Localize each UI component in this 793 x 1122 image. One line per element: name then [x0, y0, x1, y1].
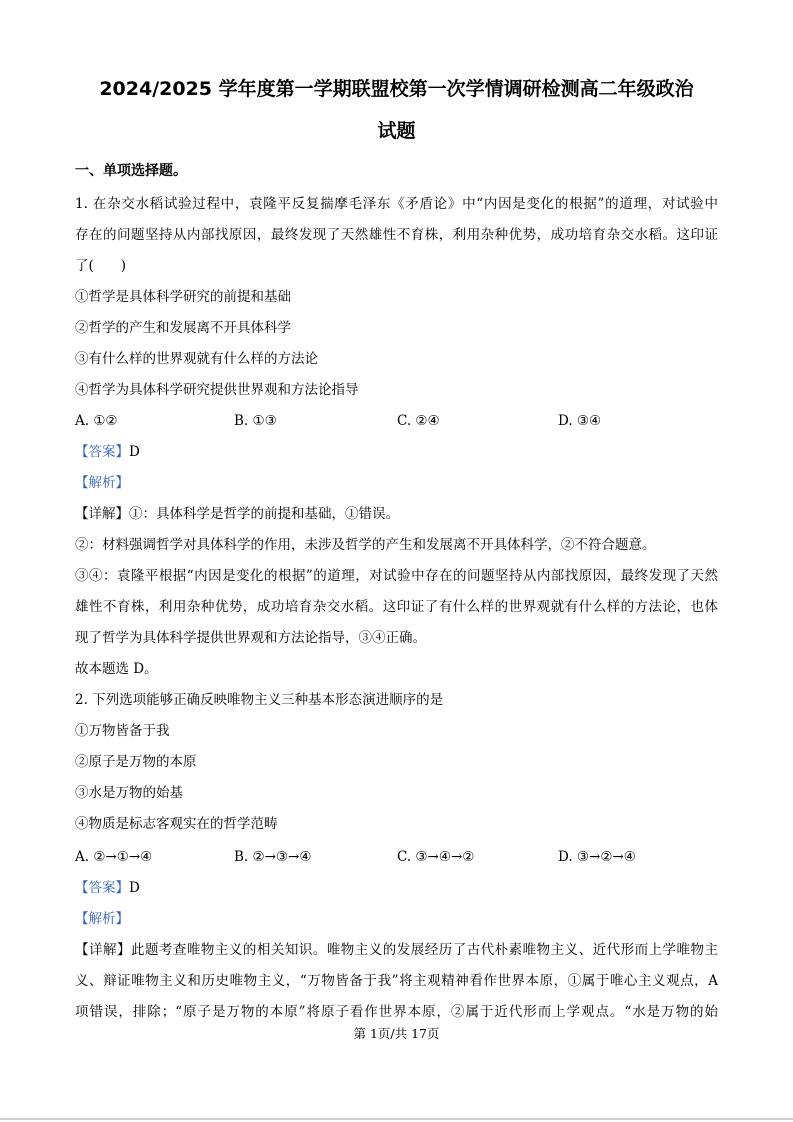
- q2-answer: [75, 878, 140, 898]
- q1-detail-line: ③④：袁隆平根据“内因是变化的根据”的道理，对试验中存在的问题坚持从内部找原因，最终发现了天然: [75, 568, 718, 584]
- q1-option-b: B. ①③: [234, 413, 277, 429]
- q1-conclusion: 故本题选 D。: [75, 661, 158, 677]
- q1-stem-line: 存在的问题坚持从内部找原因，最终发现了天然雄性不育株，利用杂种优势，成功培育杂交水稻。这印证: [75, 227, 718, 243]
- answer-tag: 【答案】: [75, 444, 129, 460]
- detail-tag: 【详解】: [75, 942, 131, 958]
- detail-text: ①：具体科学是哲学的前提和基础，①错误。: [129, 506, 399, 522]
- page-footer: 第 1页/共 17页: [353, 1026, 440, 1041]
- q2-option-b: B. ②→③→④: [234, 849, 312, 865]
- q1-stem-line: 1. 在杂交水稻试验过程中，袁隆平反复揣摩毛泽东《矛盾论》中“内因是变化的根据”的道理，对试验中: [75, 196, 718, 212]
- q1-detail-line: 现了哲学为具体科学提供世界观和方法论指导，③④正确。: [75, 630, 426, 646]
- page-title-continued: 试题: [377, 120, 416, 142]
- q1-stem-line: 了( ): [75, 258, 127, 274]
- detail-text: 此题考查唯物主义的相关知识。唯物主义的发展经历了古代朴素唯物主义、近代形而上学唯物主: [130, 942, 718, 958]
- q1-answer: [75, 442, 140, 462]
- q2-option-a: A. ②→①→④: [75, 849, 153, 865]
- q2-item: ①万物皆备于我: [75, 723, 170, 739]
- q1-detail-line: ②：材料强调哲学对具体科学的作用，未涉及哲学的产生和发展离不开具体科学，②不符合题意。: [75, 537, 656, 553]
- q1-item: ①哲学是具体科学研究的前提和基础: [75, 289, 291, 305]
- q1-option-d: D. ③④: [558, 413, 602, 429]
- q2-item: ③水是万物的始基: [75, 785, 183, 801]
- page-title: 2024/2025 学年度第一学期联盟校第一次学情调研检测高二年级政治: [99, 78, 694, 100]
- answer-tag: 【答案】: [75, 880, 129, 896]
- q2-detail-line: [75, 940, 718, 960]
- q1-item: ③有什么样的世界观就有什么样的方法论: [75, 351, 318, 367]
- q2-item: ④物质是标志客观实在的哲学范畴: [75, 816, 278, 832]
- section-heading: 一、单项选择题。: [75, 163, 187, 179]
- q2-analysis-tag: 【解析】: [75, 911, 129, 927]
- answer-value: D: [129, 444, 140, 460]
- q1-item: ④哲学为具体科学研究提供世界观和方法论指导: [75, 382, 359, 398]
- q2-stem: 2. 下列选项能够正确反映唯物主义三种基本形态演进顺序的是: [75, 692, 444, 708]
- q1-detail-line: 雄性不育株，利用杂种优势，成功培育杂交水稻。这印证了有什么样的世界观就有什么样的方法论，也体: [75, 599, 718, 615]
- page-bottom-divider: [0, 1118, 793, 1120]
- q2-option-c: C. ③→④→②: [397, 849, 475, 865]
- q2-detail-line: 项错误，排除；“原子是万物的本原”将原子看作世界本原，②属于近代形而上学观点。“水是万物的始: [75, 1004, 718, 1020]
- q1-detail-line: [75, 504, 399, 524]
- q1-analysis-tag: 【解析】: [75, 475, 129, 491]
- q1-option-c: C. ②④: [397, 413, 440, 429]
- q2-detail-line: 义、辩证唯物主义和历史唯物主义，“万物皆备于我”将主观精神看作世界本原，①属于唯心主义观点，A: [75, 973, 718, 989]
- q2-option-d: D. ③→②→④: [558, 849, 636, 865]
- q1-option-a: A. ①②: [75, 413, 118, 429]
- detail-tag: 【详解】: [75, 506, 129, 522]
- q2-item: ②原子是万物的本原: [75, 754, 197, 770]
- q1-item: ②哲学的产生和发展离不开具体科学: [75, 320, 291, 336]
- answer-value: D: [129, 880, 140, 896]
